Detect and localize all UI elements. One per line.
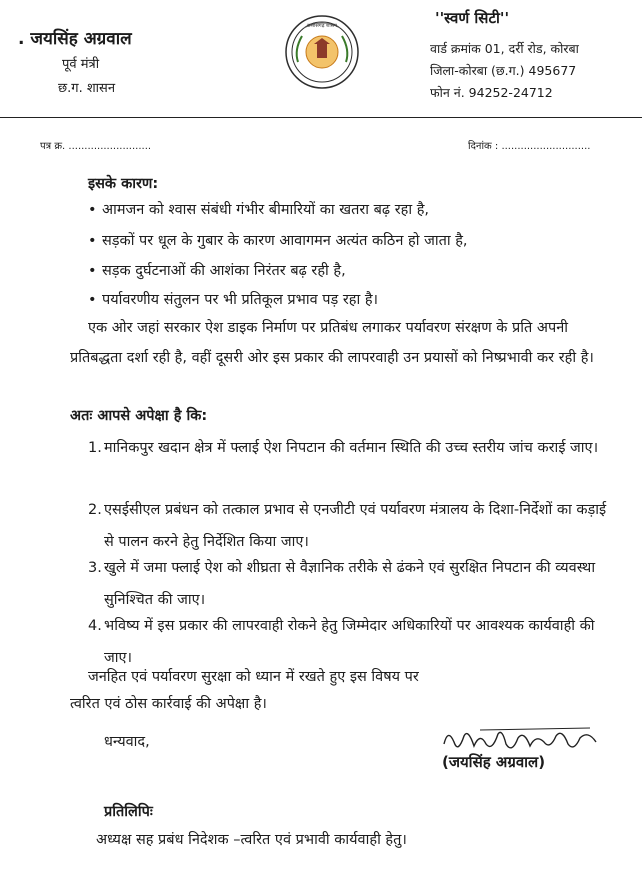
printed-signature-name: (जयसिंह अग्रवाल) [442, 753, 546, 771]
request-item: 1. मानिकपुर खदान क्षेत्र में फ्लाई ऐश निपटान की वर्तमान स्थिति की उच्च स्तरीय जांच कराई जाए। [88, 440, 599, 456]
sender-government: छ.ग. शासन [58, 81, 116, 96]
address-line-1: वार्ड क्रमांक 01, दर्री रोड, कोरबा [430, 41, 579, 56]
address-title: ''स्वर्ण सिटी'' [435, 9, 510, 27]
letter-number: पत्र क्र. .......................... [40, 141, 152, 152]
sender-title: पूर्व मंत्री [62, 57, 100, 72]
thanks-text: धन्यवाद, [104, 734, 150, 750]
copy-heading: प्रतिलिपिः [104, 804, 153, 820]
request-item: 4. भविष्य में इस प्रकार की लापरवाही रोकने हेतु जिम्मेदार अधिकारियों पर आवश्यक कार्यवाही की जाए। [88, 618, 595, 666]
reason-item: • सड़क दुर्घटनाओं की आशंका निरंतर बढ़ रही है, [88, 263, 346, 279]
header-divider [0, 117, 642, 118]
closing-line-1: जनहित एवं पर्यावरण सुरक्षा को ध्यान में रखते हुए इस विषय पर [88, 669, 419, 685]
address-line-3: फोन नं. 94252-24712 [430, 85, 553, 100]
address-line-2: जिला-कोरबा (छ.ग.) 495677 [430, 63, 577, 78]
sender-name: . जयसिंह अग्रवाल [18, 29, 132, 49]
request-item: 2. एसईसीएल प्रबंधन को तत्काल प्रभाव से एनजीटी एवं पर्यावरण मंत्रालय के दिशा-निर्देशों का कड़ाई से पालन करने हेतु निर्देशित किया जाए। [88, 502, 607, 550]
reason-item: • आमजन को श्वास संबंधी गंभीर बीमारियों का खतरा बढ़ रहा है, [88, 202, 430, 218]
svg-text:छत्तीसगढ़ शासन: छत्तीसगढ़ शासन [307, 23, 337, 29]
reasons-heading: इसके कारण: [88, 176, 159, 192]
reason-item: • पर्यावरणीय संतुलन पर भी प्रतिकूल प्रभाव पड़ रहा है। [88, 292, 379, 308]
request-heading: अतः आपसे अपेक्षा है कि: [70, 408, 208, 424]
letter-date: दिनांक : ............................ [468, 141, 591, 152]
reason-item: • सड़कों पर धूल के गुबार के कारण आवागमन अत्यंत कठिन हो जाता है, [88, 233, 468, 249]
request-item: 3. खुले में जमा फ्लाई ऐश को शीघ्रता से वैज्ञानिक तरीके से ढंकने एवं सुरक्षित निपटान की व्यवस्था सुनिश्चित की जाए। [88, 560, 596, 608]
paragraph-main: एक ओर जहां सरकार ऐश डाइक निर्माण पर प्रतिबंध लगाकर पर्यावरण संरक्षण के प्रति अपनी प्रतिबद्धता दर्शा रही है, वहीं दूसरी ओर इस प्रकार की लापरवाही उन प्रयासों को निष्प्रभावी कर रही है। [70, 320, 594, 366]
closing-line-2: त्वरित एवं ठोस कार्रवाई की अपेक्षा है। [70, 696, 267, 712]
state-emblem-seal [284, 14, 360, 90]
copy-recipient-line: अध्यक्ष सह प्रबंध निदेशक –त्वरित एवं प्रभावी कार्यवाही हेतु। [96, 832, 407, 848]
